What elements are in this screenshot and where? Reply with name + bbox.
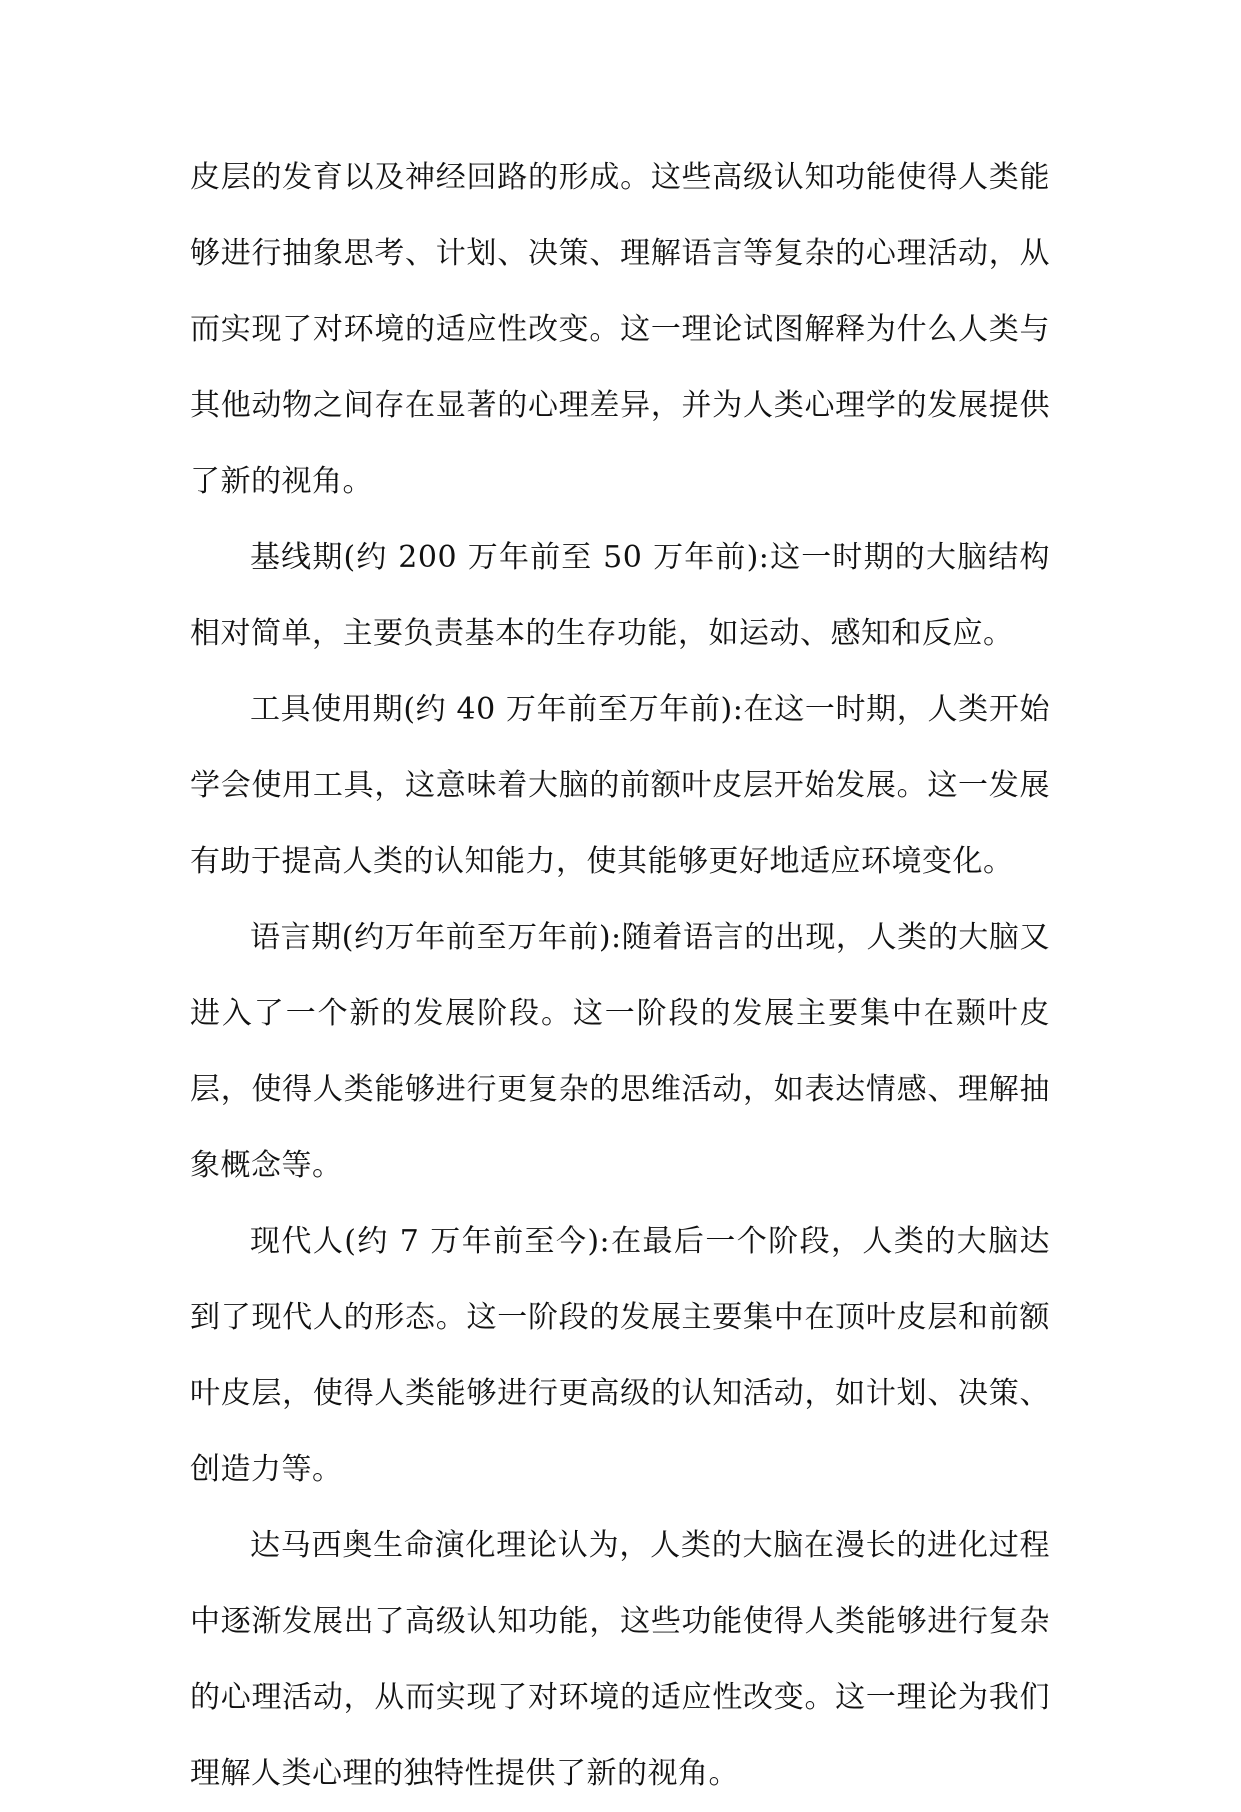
document-body bbox=[190, 140, 1050, 1812]
paragraph-intro-continuation: 皮层的发育以及神经回路的形成。这些高级认知功能使得人类能够进行抽象思考、计划、决策、理解语言等复杂的心理活动，从而实现了对环境的适应性改变。这一理论试图解释为什么人类与其他动物之间存在显著的心理差异，并为人类心理学的发展提供了新的视角。 bbox=[190, 160, 1050, 499]
paragraph-baseline-period: 基线期(约 200 万年前至 50 万年前):这一时期的大脑结构相对简单，主要负责基本的生存功能，如运动、感知和反应。 bbox=[190, 540, 1050, 651]
paragraph-modern-human: 现代人(约 7 万年前至今):在最后一个阶段，人类的大脑达到了现代人的形态。这一阶段的发展主要集中在顶叶皮层和前额叶皮层，使得人类能够进行更高级的认知活动，如计划、决策、创造力等。 bbox=[190, 1224, 1050, 1487]
paragraph-language-period: 语言期(约万年前至万年前):随着语言的出现，人类的大脑又进入了一个新的发展阶段。这一阶段的发展主要集中在颞叶皮层，使得人类能够进行更复杂的思维活动，如表达情感、理解抽象概念等。 bbox=[190, 920, 1050, 1183]
paragraph-conclusion: 达马西奥生命演化理论认为，人类的大脑在漫长的进化过程中逐渐发展出了高级认知功能，这些功能使得人类能够进行复杂的心理活动，从而实现了对环境的适应性改变。这一理论为我们理解人类心理的独特性提供了新的视角。 bbox=[190, 1528, 1050, 1791]
paragraph-tool-use-period: 工具使用期(约 40 万年前至万年前):在这一时期，人类开始学会使用工具，这意味着大脑的前额叶皮层开始发展。这一发展有助于提高人类的认知能力，使其能够更好地适应环境变化。 bbox=[190, 692, 1050, 879]
